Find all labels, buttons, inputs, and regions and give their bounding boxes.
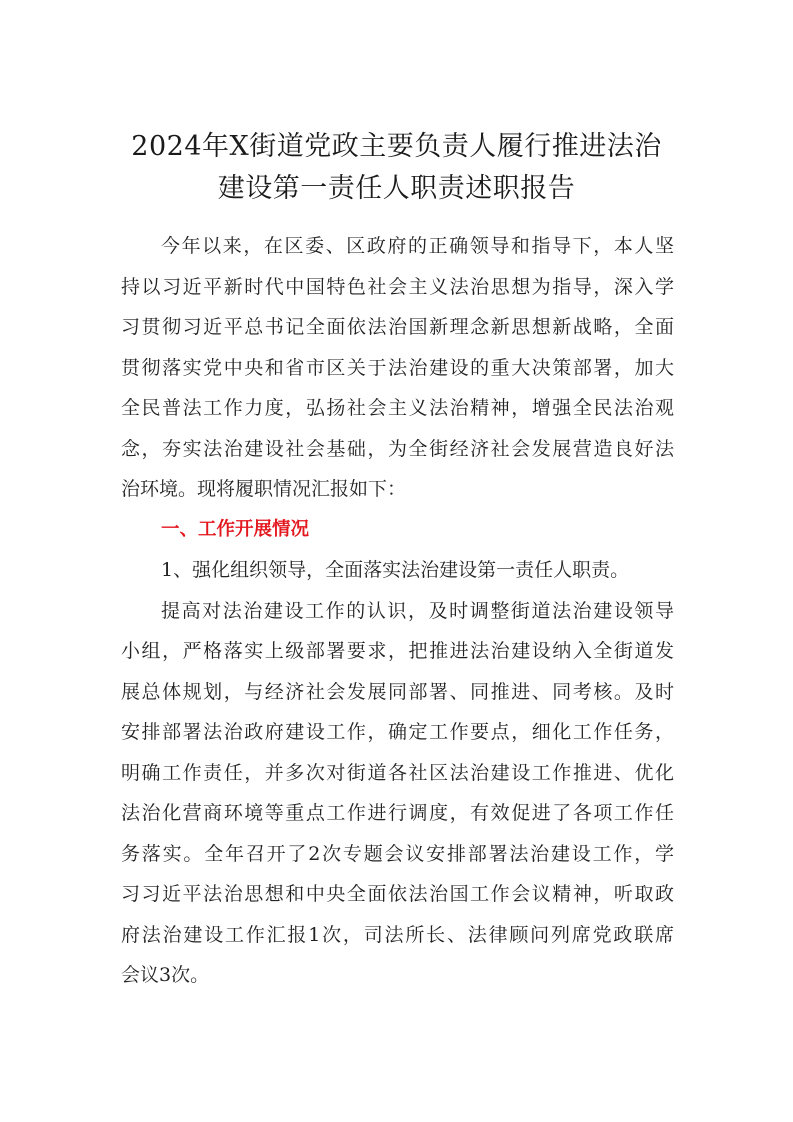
section-heading-work-progress: 一、工作开展情况 — [161, 518, 310, 540]
intro-line: 贯彻落实党中央和省市区关于法治建设的重大决策部署，加大 — [121, 356, 674, 379]
intro-line: 全民普法工作力度，弘扬社会主义法治精神，增强全民法治观 — [121, 397, 674, 419]
paragraph-line: 安排部署法治政府建设工作，确定工作要点，细化工作任务， — [121, 721, 674, 743]
paragraph-line: 务落实。全年召开了2次专题会议安排部署法治建设工作，学 — [121, 842, 674, 865]
subsection-title-organization: 1、强化组织领导，全面落实法治建设第一责任人职责。 — [161, 559, 630, 581]
paragraph-line: 明确工作责任，并多次对街道各社区法治建设工作推进、优化 — [121, 761, 674, 784]
report-title-line-2: 建设第一责任人职责述职报告 — [217, 173, 576, 204]
paragraph-line: 小组，严格落实上级部署要求，把推进法治建设纳入全街道发 — [121, 640, 674, 662]
intro-line: 念，夯实法治建设社会基础，为全街经济社会发展营造良好法 — [121, 437, 674, 460]
intro-line: 习贯彻习近平总书记全面依法治国新理念新思想新战略，全面 — [121, 316, 674, 338]
intro-line: 今年以来，在区委、区政府的正确领导和指导下，本人坚 — [161, 235, 674, 257]
intro-line: 治环境。现将履职情况汇报如下： — [121, 478, 407, 500]
paragraph-line: 展总体规划，与经济社会发展同部署、同推进、同考核。及时 — [121, 680, 674, 703]
report-body — [121, 226, 674, 996]
paragraph-line: 府法治建设工作汇报1次，司法所长、法律顾问列席党政联席 — [121, 923, 674, 946]
paragraph-line: 习习近平法治思想和中央全面依法治国工作会议精神，听取政 — [121, 883, 674, 905]
report-title-line-1: 2024年X街道党政主要负责人履行推进法治 — [131, 131, 662, 162]
paragraph-line: 法治化营商环境等重点工作进行调度，有效促进了各项工作任 — [121, 802, 674, 824]
paragraph-line: 会议3次。 — [121, 964, 210, 986]
intro-line: 持以习近平新时代中国特色社会主义法治思想为指导，深入学 — [121, 275, 674, 298]
paragraph-line: 提高对法治建设工作的认识，及时调整街道法治建设领导 — [161, 599, 674, 622]
